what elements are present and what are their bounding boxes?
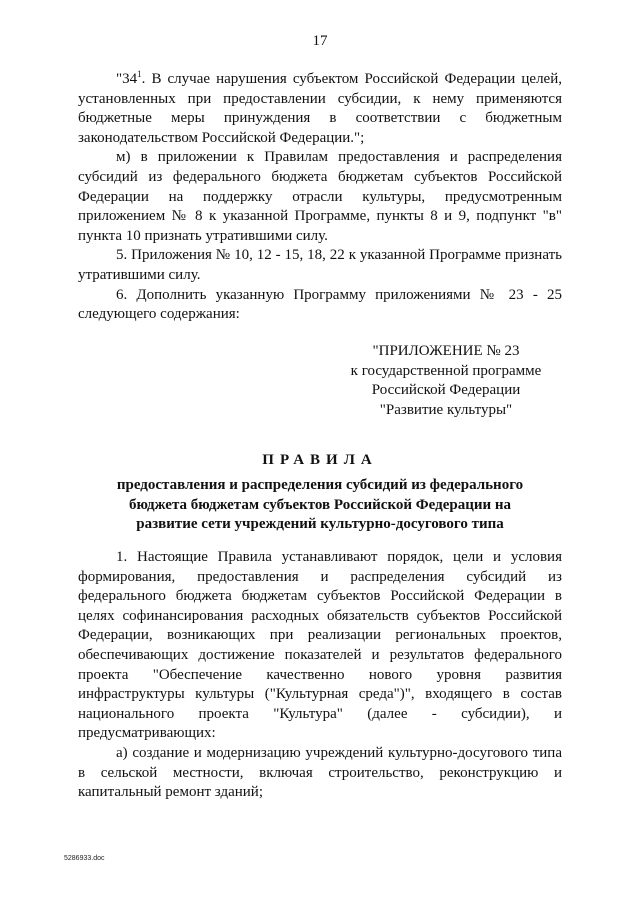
paragraph-text: . В случае нарушения субъектом Российской Федерации целей, установленных при предоставлении субсидии, к нему применяются бюджетные меры принуждения в соответствии с бюджетным законодательством Российской Федерации."; — [78, 71, 562, 146]
amendment-text — [78, 70, 562, 325]
paragraph-m: м) в приложении к Правилам предоставления и распределения субсидий из федерального бюджета бюджетам субъектов Российской Федерации на поддержку отрасли культуры, предусмотренным приложением № 8 к указанной Программе, пункты 8 и 9, подпункт "в" пункта 10 признать утратившими силу. — [78, 149, 562, 244]
appendix-program-name: "Развитие культуры" — [379, 401, 513, 418]
rules-title: ПРАВИЛА — [262, 452, 378, 468]
document-code: 5286933.doc — [64, 855, 105, 862]
appendix-country: Российской Федерации — [371, 382, 521, 399]
page-number: 17 — [312, 33, 328, 49]
superscript: 1 — [137, 69, 142, 79]
rules-paragraph-1: 1. Настоящие Правила устанавливают порядок, цели и условия формирования, предоставления и распределения субсидий из федерального бюджета бюджетам субъектов Российской Федерации в целях софинансирования расходных обязательств субъектов Российской Федерации, возникающих при реализации региональных проектов, обеспечивающих достижение показателей и результатов федерального проекта "Обеспечение качественно нового уровня развития инфраструктуры культуры ("Культурная среда")", входящего в состав национального проекта "Культура" (далее - субсидии), и предусматривающих: — [78, 549, 562, 742]
paragraph-5: 5. Приложения № 10, 12 - 15, 18, 22 к указанной Программе признать утратившими силу. — [78, 247, 562, 283]
appendix-program: к государственной программе — [350, 362, 542, 379]
rules-subtitle: предоставления и распределения субсидий из федерального бюджета бюджетам субъектов Российской Федерации на развитие сети учреждений культурно-досугового типа — [116, 477, 524, 533]
paragraph-6: 6. Дополнить указанную Программу приложениями № 23 - 25 следующего содержания: — [78, 286, 562, 323]
rules-text — [78, 548, 562, 803]
paragraph-prefix: "34 — [116, 71, 138, 87]
appendix-header — [330, 342, 562, 420]
rules-paragraph-a: а) создание и модернизацию учреждений культурно-досугового типа в сельской местности, включая строительство, реконструкцию и капитальный ремонт зданий; — [78, 744, 562, 801]
appendix-number: "ПРИЛОЖЕНИЕ № 23 — [372, 343, 520, 359]
paragraph-34-1 — [78, 70, 562, 148]
